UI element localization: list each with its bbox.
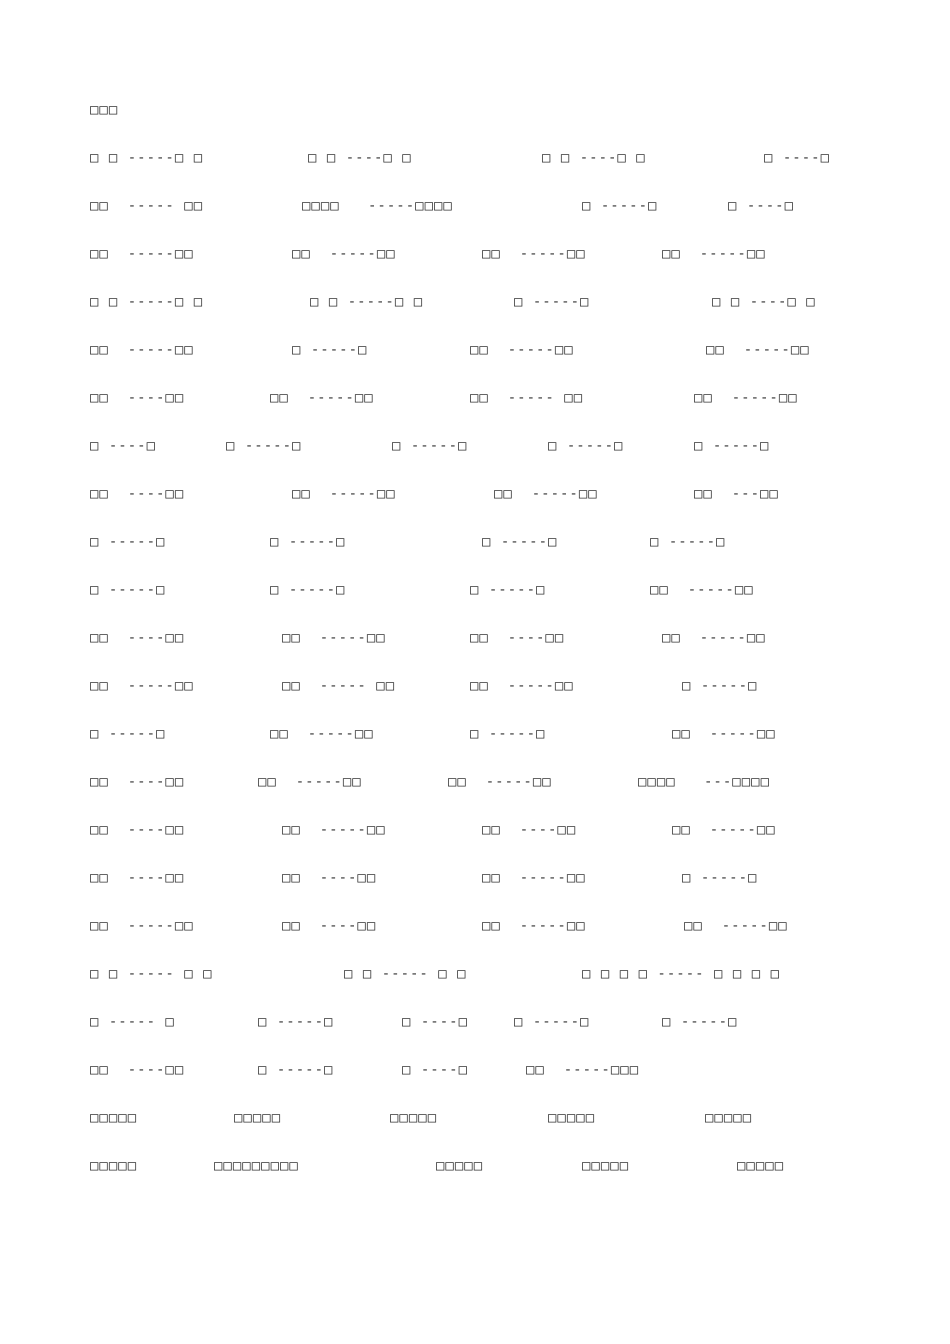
text-segment: □ -----□ [650,534,726,550]
text-segment: □□ -----□□ [448,774,552,790]
text-segment: □ -----□ [682,870,758,886]
text-segment: □□ -----□□ [672,822,776,838]
text-line [0,242,950,266]
text-line [0,770,950,794]
text-segment: □□□□□ [390,1110,438,1126]
text-segment: □□ -----□□ [282,630,386,646]
text-segment: □□ -----□□ [706,342,810,358]
text-segment: □ -----□ [90,582,166,598]
text-line [0,482,950,506]
text-segment: □ -----□ [226,438,302,454]
text-segment: □ -----□ [514,1014,590,1030]
text-segment: □□ ----- □□ [470,390,584,406]
text-segment: □ □ -----□ □ [90,150,204,166]
text-segment: □□□□□ [436,1158,484,1174]
text-segment: □□ -----□□ [90,678,194,694]
text-segment: □□ -----□□ [282,822,386,838]
text-segment: □ □ ----- □ □ [344,966,467,982]
text-line [0,866,950,890]
text-segment: □□ -----□□ [90,342,194,358]
text-segment: □ -----□ [662,1014,738,1030]
text-segment: □ -----□ [582,198,658,214]
text-segment: □□ ----□□ [282,918,377,934]
text-segment: □□ ----□□ [470,630,565,646]
text-segment: □□ -----□□ [292,246,396,262]
text-line [0,1010,950,1034]
text-segment: □ -----□ [470,726,546,742]
text-segment: □□ -----□□ [684,918,788,934]
text-segment: □□ -----□□ [694,390,798,406]
text-segment: □ □ ----□ □ [308,150,412,166]
text-segment: □ -----□ [470,582,546,598]
text-segment: □□ -----□□ [662,630,766,646]
text-line [0,290,950,314]
text-line [0,1154,950,1178]
text-line [0,386,950,410]
text-segment: □□ ----- □□ [282,678,396,694]
text-segment: □□ ----□□ [90,390,185,406]
text-segment: □□ -----□□ [292,486,396,502]
text-segment: □□□□□ [737,1158,785,1174]
text-segment: □□ -----□□ [650,582,754,598]
text-segment: □ □ -----□ □ [90,294,204,310]
text-segment: □ ----□ [402,1062,469,1078]
text-line [0,146,950,170]
text-segment: □□ -----□□ [662,246,766,262]
text-segment: □□ -----□□ [270,390,374,406]
text-segment: □□□□□ [582,1158,630,1174]
text-line [0,914,950,938]
text-segment: □□ -----□□ [494,486,598,502]
text-segment: □ □ ----□ □ [542,150,646,166]
text-segment: □□ -----□□ [470,342,574,358]
text-segment: □□ -----□□ [482,870,586,886]
text-segment: □ -----□ [258,1062,334,1078]
text-segment: □□□□ -----□□□□ [302,198,453,214]
text-segment: □□ ----□□ [90,486,185,502]
text-line [0,434,950,458]
text-line [0,722,950,746]
text-line [0,338,950,362]
text-segment: □□ -----□□ [90,246,194,262]
text-line [0,818,950,842]
doc-title: □□□ [90,102,119,118]
text-segment: □□ ----□□ [282,870,377,886]
text-segment: □ ----- □ [90,1014,175,1030]
text-line [0,1106,950,1130]
text-segment: □ □ ----- □ □ [90,966,213,982]
text-segment: □□□□□ [90,1158,138,1174]
text-segment: □ □ -----□ □ [310,294,424,310]
text-line [0,674,950,698]
text-segment: □ ----□ [402,1014,469,1030]
text-segment: □ -----□ [90,534,166,550]
text-segment: □ □ ----□ □ [712,294,816,310]
text-segment: □ -----□ [292,342,368,358]
text-segment: □□ -----□□ [482,918,586,934]
text-segment: □□□□□ [548,1110,596,1126]
text-segment: □ ----□ [728,198,795,214]
text-segment: □□ ----□□ [90,774,185,790]
text-segment: □ -----□ [682,678,758,694]
text-segment: □ -----□ [270,582,346,598]
text-line [0,578,950,602]
text-segment: □□ -----□□ [270,726,374,742]
text-segment: □□ -----□□ [258,774,362,790]
doc-title-line [0,98,950,122]
text-segment: □□ ----□□ [90,822,185,838]
text-segment: □□□□□ [234,1110,282,1126]
text-segment: □ □ □ □ ----- □ □ □ □ [582,966,781,982]
text-segment: □□□□□ [705,1110,753,1126]
text-segment: □□ ----- □□ [90,198,204,214]
text-segment: □□ -----□□ [672,726,776,742]
text-segment: □□ ----□□ [482,822,577,838]
text-segment: □ -----□ [258,1014,334,1030]
text-segment: □□ -----□□ [482,246,586,262]
text-segment: □ ----□ [764,150,831,166]
text-segment: □ -----□ [270,534,346,550]
text-segment: □ -----□ [548,438,624,454]
text-segment: □ -----□ [694,438,770,454]
text-segment: □ -----□ [392,438,468,454]
text-line [0,1058,950,1082]
text-segment: □□ ----□□ [90,1062,185,1078]
text-segment: □□□□ ---□□□□ [638,774,771,790]
text-segment: □ ----□ [90,438,157,454]
text-segment: □□□□□ [90,1110,138,1126]
text-segment: □□ ---□□ [694,486,779,502]
text-line [0,626,950,650]
text-segment: □□ -----□□ [470,678,574,694]
text-segment: □□ -----□□□ [526,1062,640,1078]
text-segment: □ -----□ [482,534,558,550]
text-segment: □ -----□ [514,294,590,310]
text-line [0,530,950,554]
text-segment: □□ -----□□ [90,918,194,934]
text-segment: □ -----□ [90,726,166,742]
text-line [0,194,950,218]
text-line [0,962,950,986]
text-segment: □□□□□□□□□ [214,1158,299,1174]
text-segment: □□ ----□□ [90,630,185,646]
text-segment: □□ ----□□ [90,870,185,886]
